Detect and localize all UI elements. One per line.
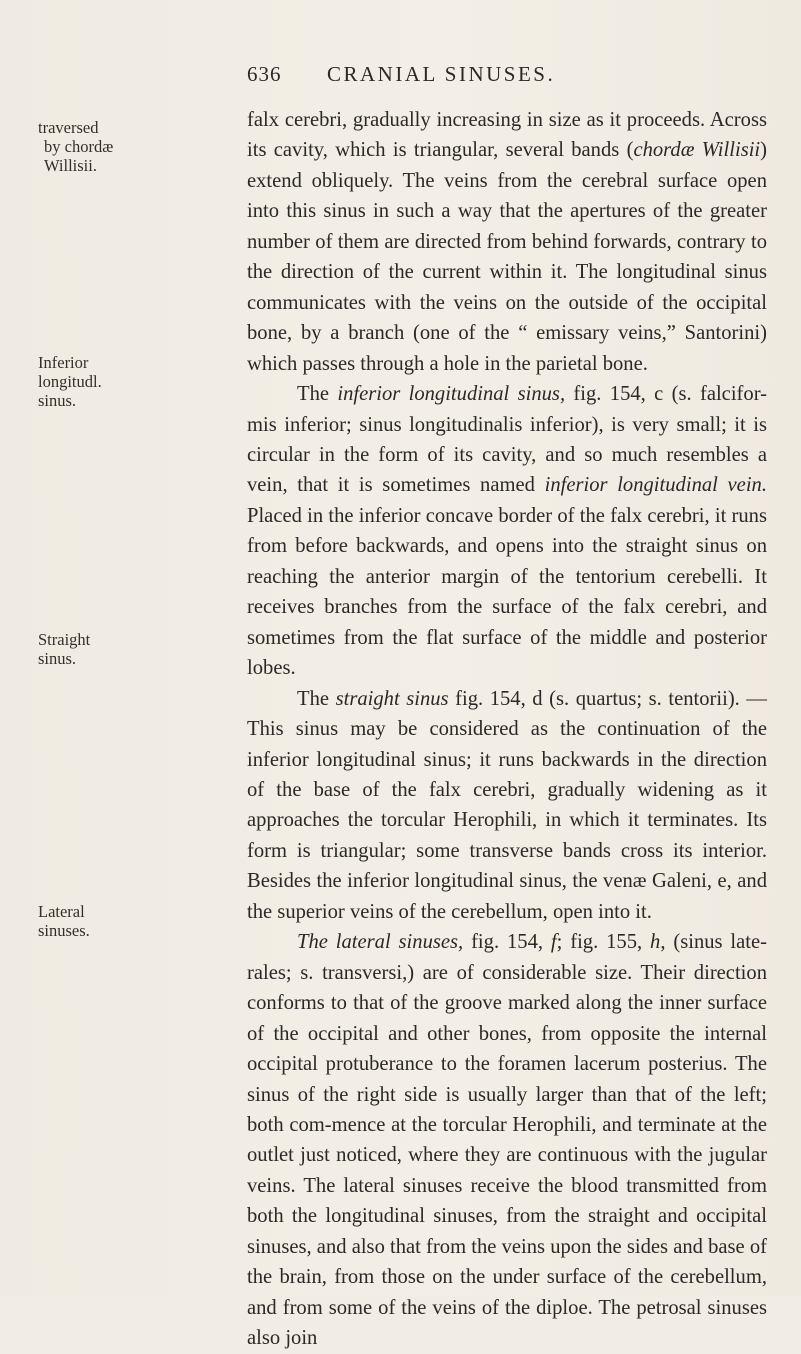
- page-number: 636: [247, 62, 282, 86]
- margin-note-lateral: [38, 902, 208, 940]
- page-header: [247, 62, 767, 92]
- italic-text: straight sinus: [335, 687, 449, 710]
- italic-text: inferior longitudinal sinus,: [337, 383, 566, 406]
- italic-text: f: [550, 931, 557, 954]
- text-segment: Placed in the inferior concave border of the falx cerebri, it runs from before backwards, and opens into the straight sinus on reaching the anterior margin of the tentorium cerebelli. It receives branches from the surface of the falx cerebri, and sometimes from the flat surface of the middle and posterior lobes.: [247, 504, 767, 680]
- text-segment: ; fig. 155,: [556, 931, 651, 954]
- paragraph-inferior-sinus: [247, 379, 767, 684]
- margin-note-line: sinus.: [38, 649, 77, 668]
- paragraph-chordae: [247, 105, 767, 379]
- text-segment: The: [297, 687, 336, 710]
- margin-note-line: Straight: [38, 630, 91, 649]
- text-segment: The: [297, 383, 338, 406]
- running-head: CRANIAL SINUSES.: [327, 62, 556, 86]
- margin-note-line: Inferior: [38, 353, 89, 372]
- italic-text: h: [650, 931, 661, 954]
- text-segment: fig. 154, d (s. quartus; s. tentorii). —This sinus may be considered as the continuation of the inferior longitudinal sinus; it runs backwards in the direction of the base of the falx cerebri, gradually widening as it approaches the torcular Herophili, in which it terminates. Its form is triangular; some transverse bands cross its interior. Besides the inferior longitudinal sinus, the venæ Galeni, e, and the superior veins of the cerebellum, open into it.: [247, 687, 767, 923]
- margin-note-chordae: [38, 118, 208, 175]
- body-text: [247, 105, 767, 1354]
- text-segment: fig. 154, c (s. falcifor-mis inferior; sinus longitudinalis inferior), is very small; it is circular in the form of its cavity, and so much resembles a vein, that it is sometimes named: [247, 383, 767, 497]
- margin-note-line: traversed: [38, 118, 99, 137]
- text-segment: , (sinus late-rales; s. transversi,) are of considerable size. Their direction conforms to that of the groove marked along the inner surface of the occipital and other bones, from opposite the internal occipital protuberance to the foramen lacerum posterius. The sinus of the right side is usually larger than that of the left; both com-mence at the torcular Herophili, and terminate at the outlet just noticed, where they are continuous with the jugular veins. The lateral sinuses receive the blood transmitted from both the longitudinal sinuses, from the straight and occipital sinuses, and also that from the veins upon the sides and base of the brain, from those on the under surface of the cerebellum, and from some of the veins of the diploe. The petrosal sinuses also join: [247, 931, 768, 1350]
- text-segment: falx cerebri, gradually increasing in size as it proceeds. Across its cavity, which is triangular, several bands (: [247, 109, 767, 162]
- margin-note-straight: [38, 630, 208, 668]
- margin-note-line: by chordæ: [44, 137, 114, 156]
- italic-text: chordæ Willisii: [633, 139, 761, 162]
- margin-note-line: sinuses.: [38, 921, 90, 940]
- italic-text: The lateral sinuses,: [297, 931, 464, 954]
- margin-note-inferior: [38, 353, 208, 410]
- italic-text: inferior longitudinal vein.: [544, 474, 767, 497]
- paragraph-lateral-sinuses: [247, 927, 767, 1353]
- margin-note-line: sinus.: [38, 391, 77, 410]
- margin-note-line: Lateral: [38, 902, 85, 921]
- text-segment: ) extend obliquely. The veins from the cerebral surface open into this sinus in such a way that the apertures of the greater number of them are directed from behind forwards, contrary to the direction of the current within it. The longitudinal sinus communicates with the veins on the outside of the occipital bone, by a branch (one of the “ emissary veins,” Santorini) which passes through a hole in the parietal bone.: [247, 139, 768, 375]
- margin-note-line: Willisii.: [44, 156, 97, 175]
- text-segment: fig. 154,: [463, 931, 551, 954]
- margin-note-line: longitudl.: [38, 372, 102, 391]
- paragraph-straight-sinus: [247, 684, 767, 928]
